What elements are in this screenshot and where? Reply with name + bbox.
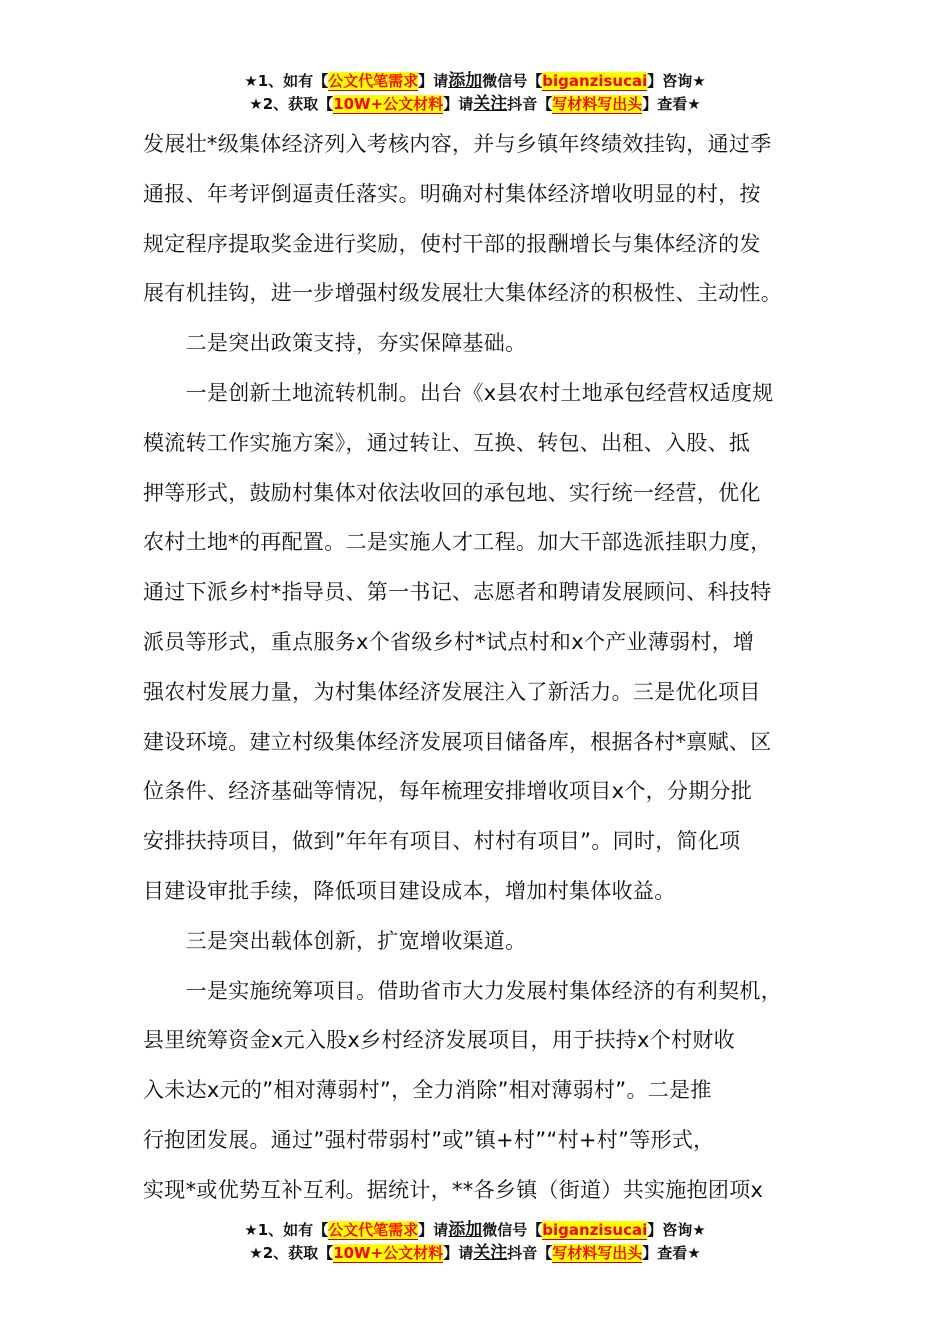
body-text <box>143 120 843 1216</box>
text-line: 二是突出政策支持，夯实保障基础。 <box>143 331 527 356</box>
text-line: 通过下派乡村*指导员、第一书记、志愿者和聘请发展顾问、科技特 <box>143 580 772 605</box>
text-line: 建设环境。建立村级集体经济发展项目储备库，根据各村*禀赋、区 <box>143 729 772 754</box>
text-line: 入未达x元的”相对薄弱村”，全力消除”相对薄弱村”。二是推 <box>143 1078 712 1103</box>
text-line: 实现*或优势互补互利。据统计，**各乡镇（街道）共实施抱团项x <box>143 1177 764 1202</box>
text-line: 通报、年考评倒逼责任落实。明确对村集体经济增收明显的村，按 <box>143 181 761 206</box>
text-line: 一是实施统筹项目。借助省市大力发展村集体经济的有利契机， <box>143 978 782 1003</box>
footer-banner <box>0 1219 950 1265</box>
banner-line-2: ★2、获取【10W+公文材料】请关注抖音【写材料写出头】查看★ <box>249 1243 701 1263</box>
text-line: 行抱团发展。通过”强村带弱村”或”镇+村”“村+村”等形式， <box>143 1127 715 1152</box>
text-line: 县里统筹资金x元入股x乡村经济发展项目，用于扶持x个村财收 <box>143 1028 735 1053</box>
text-line: 强农村发展力量，为村集体经济发展注入了新活力。三是优化项目 <box>143 679 761 704</box>
text-line: 农村土地*的再配置。二是实施人才工程。加大干部选派挂职力度， <box>143 530 772 555</box>
text-line: 展有机挂钩，进一步增强村级发展壮大集体经济的积极性、主动性。 <box>143 281 782 306</box>
text-line: 安排扶持项目，做到”年年有项目、村村有项目”。同时，简化项 <box>143 829 741 854</box>
text-line: 规定程序提取奖金进行奖励，使村干部的报酬增长与集体经济的发 <box>143 231 761 256</box>
header-banner <box>0 70 950 116</box>
text-line: 模流转工作实施方案》，通过转让、互换、转包、出租、入股、抵 <box>143 430 751 455</box>
text-line: 位条件、经济基础等情况，每年梳理安排增收项目x个，分期分批 <box>143 779 753 804</box>
text-line: 一是创新土地流转机制。出台《x县农村土地承包经营权适度规 <box>143 380 774 405</box>
banner-line-1: ★1、如有【公文代笔需求】请添加微信号【biganzisucai】咨询★ <box>244 1220 706 1240</box>
banner-line-1: ★1、如有【公文代笔需求】请添加微信号【biganzisucai】咨询★ <box>244 71 706 91</box>
banner-line-2: ★2、获取【10W+公文材料】请关注抖音【写材料写出头】查看★ <box>249 94 701 114</box>
text-line: 发展壮*级集体经济列入考核内容，并与乡镇年终绩效挂钩，通过季 <box>143 132 772 156</box>
text-line: 押等形式，鼓励村集体对依法收回的承包地、实行统一经营，优化 <box>143 480 761 505</box>
text-line: 三是突出载体创新，扩宽增收渠道。 <box>143 928 527 953</box>
text-line: 派员等形式，重点服务x个省级乡村*试点村和x个产业薄弱村，增 <box>143 629 755 654</box>
text-line: 目建设审批手续，降低项目建设成本，增加村集体收益。 <box>143 878 676 903</box>
